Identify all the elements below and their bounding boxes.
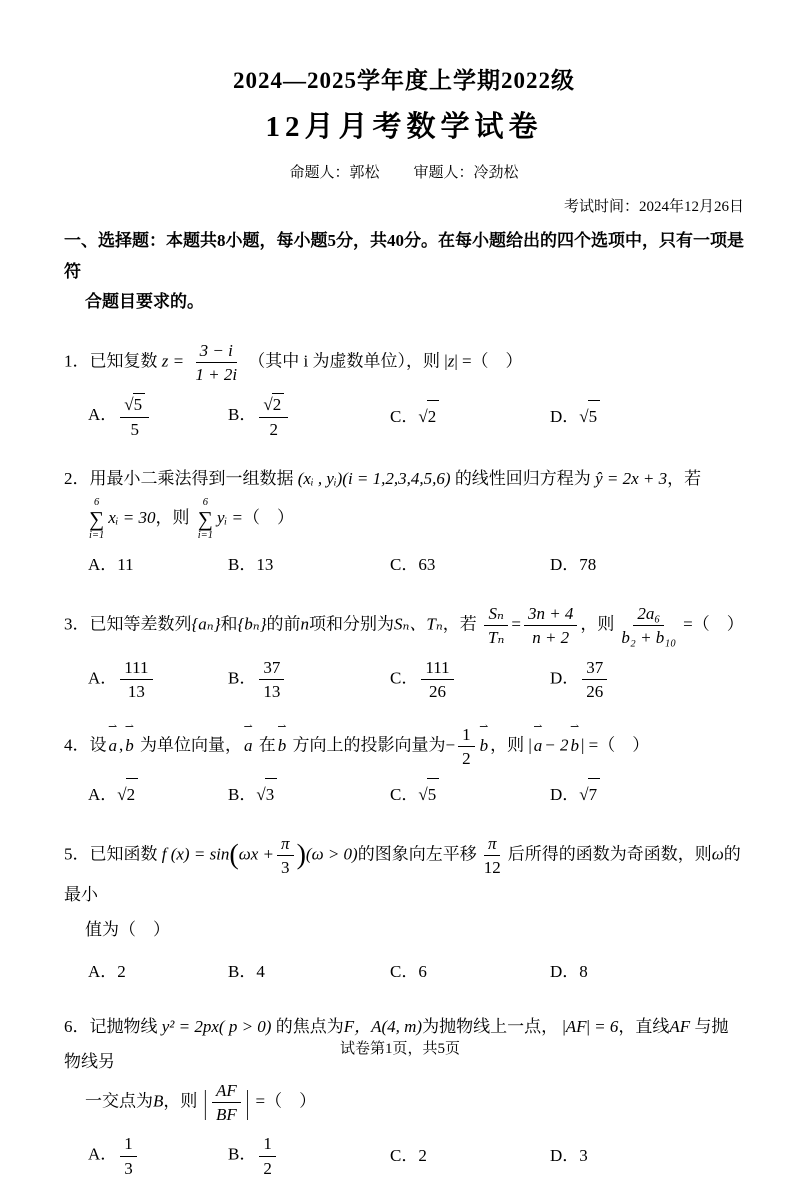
q2-math: xᵢ = 30: [108, 507, 156, 527]
section-header: [64, 226, 744, 318]
fraction-denominator: 26: [428, 681, 446, 701]
fraction-denominator: 13: [127, 681, 145, 701]
q2-text: 的线性回归方程为: [454, 468, 591, 488]
vector-arrow-icon: ⇀: [108, 720, 118, 733]
q5-text: 后所得的函数为奇函数，则: [507, 844, 712, 864]
q4-text: 为单位向量，: [140, 735, 242, 755]
q3-math: Sₙ、Tₙ: [394, 614, 443, 634]
byline: [64, 161, 744, 182]
option-label: B．: [228, 961, 257, 981]
option-d: [550, 657, 744, 703]
option-value: 8: [579, 961, 588, 981]
fraction: [259, 1133, 276, 1179]
q2-text: ，若: [667, 468, 702, 488]
q3-text: 的前: [266, 614, 301, 634]
fraction-numerator: π: [484, 833, 501, 856]
q2-text: ，则: [155, 507, 190, 527]
fraction-denominator: 1 + 2i: [195, 365, 238, 385]
sqrt: [256, 778, 277, 811]
sqrt-sign: √: [263, 395, 273, 415]
minus-sign: −: [445, 735, 456, 755]
q6-math: AF: [669, 1017, 691, 1037]
vector-a: [243, 720, 253, 764]
fraction-numerator: π: [277, 833, 294, 856]
sum-upper-limit: 6: [202, 496, 208, 508]
sqrt-sign: √: [124, 395, 134, 415]
sum-icon: ∑: [197, 506, 213, 531]
fraction-numerator: 1: [259, 1133, 276, 1156]
q4-math: − 2: [544, 735, 569, 755]
sqrt-radicand: 7: [588, 778, 601, 811]
vector-arrow-icon: ⇀: [479, 720, 489, 733]
exam-title-line1: 2024—2025学年度上学期2022级: [233, 68, 575, 93]
answer-blank: =（ ）: [255, 1091, 317, 1111]
sqrt-radicand: 5: [427, 778, 440, 811]
option-label: B．: [228, 554, 257, 574]
option-b: [228, 1133, 390, 1179]
fraction: [120, 657, 152, 703]
q5-text: 的最小: [64, 844, 741, 905]
abs-bar: |: [586, 1017, 590, 1037]
question-5: [64, 833, 744, 988]
sqrt-radicand: 3: [265, 778, 278, 811]
sqrt: [418, 778, 439, 811]
q4-text: 方向上的投影向量为: [292, 735, 446, 755]
fraction-denominator: 2: [269, 419, 279, 439]
sqrt-radicand: 2: [126, 778, 139, 811]
question-1-options: [88, 393, 744, 440]
option-label: A．: [88, 554, 118, 574]
option-c: [390, 1140, 550, 1172]
question-4: [64, 720, 744, 811]
option-a: [88, 956, 228, 988]
page-footer: 试卷第1页，共5页: [339, 1041, 460, 1057]
q3-text: 和: [220, 614, 238, 634]
fraction-numerator: 111: [120, 657, 152, 680]
option-value: 2: [418, 1146, 427, 1166]
q6-math: AF: [565, 1017, 587, 1037]
q6-text: ，直线: [618, 1017, 670, 1037]
q6-math: y² = 2px( p > 0): [161, 1017, 272, 1037]
fraction: [421, 657, 453, 703]
question-5-stem-line1: [64, 833, 744, 913]
fraction-numerator: 111: [421, 657, 453, 680]
option-label: C．: [390, 1146, 419, 1166]
exam-title-line2: 12月月考数学试卷: [265, 111, 543, 143]
option-c: [390, 549, 550, 581]
q2-math: (xᵢ , yᵢ)(i = 1,2,3,4,5,6): [297, 468, 451, 488]
option-label: D．: [550, 668, 580, 688]
question-2-stem-line2: [64, 497, 744, 541]
fraction: [484, 603, 508, 649]
option-a: [88, 778, 228, 811]
option-c: [390, 400, 550, 433]
fraction-denominator: 12: [483, 858, 501, 878]
comma: ,: [119, 735, 124, 755]
option-b: [228, 393, 390, 440]
summation: [198, 497, 213, 541]
abs-bar: |: [562, 1017, 566, 1037]
q6-math: = 6: [594, 1017, 619, 1037]
q1-text: （其中 i 为虚数单位），则: [248, 351, 441, 371]
option-value: 4: [256, 961, 265, 981]
option-label: C．: [390, 961, 419, 981]
q5-math: ω: [711, 844, 724, 864]
q3-text: ，若: [442, 614, 477, 634]
sqrt-sign: √: [418, 784, 428, 804]
fraction: [120, 393, 149, 440]
fraction: [120, 1133, 137, 1179]
sqrt: [117, 778, 138, 811]
sqrt-radicand: 2: [272, 393, 285, 415]
sqrt-sign: √: [256, 784, 266, 804]
question-1: [64, 340, 744, 440]
fraction: [617, 603, 680, 649]
fraction: [277, 833, 294, 879]
option-label: A．: [88, 961, 118, 981]
fraction-denominator: 26: [586, 681, 604, 701]
fraction-denominator: n + 2: [532, 628, 570, 648]
q3-math: {aₙ}: [191, 614, 221, 634]
option-label: A．: [88, 784, 118, 804]
question-2-options: [88, 549, 744, 581]
vector-arrow-icon: ⇀: [533, 720, 543, 733]
option-a: [88, 549, 228, 581]
option-b: [228, 956, 390, 988]
sqrt-sign: √: [579, 784, 589, 804]
option-d: [550, 549, 744, 581]
option-label: D．: [550, 1146, 580, 1166]
q4-text: ，则: [490, 735, 525, 755]
sum-lower-limit: i=1: [89, 529, 105, 541]
question-3: [64, 603, 744, 702]
option-b: [228, 657, 390, 703]
q2-text: 2．用最小二乘法得到一组数据: [64, 468, 294, 488]
abs-bar: |: [454, 351, 458, 371]
q3-math: {bₙ}: [237, 614, 267, 634]
option-label: B．: [228, 784, 257, 804]
vector-b: [479, 720, 489, 764]
option-d: [550, 956, 744, 988]
q4-text: 4．设: [64, 735, 107, 755]
sqrt-sign: √: [579, 406, 589, 426]
fraction-denominator: 5: [130, 419, 139, 439]
section-header-line2: 合题目要求的。: [85, 292, 204, 312]
reviewer-name: 审题人：冷劲松: [413, 165, 519, 181]
big-paren-open: (: [229, 839, 239, 871]
q5-math: ωx +: [238, 844, 275, 864]
question-5-stem-line2: [64, 913, 744, 948]
q3-text: ，则: [580, 614, 615, 634]
option-label: C．: [390, 406, 419, 426]
fraction: [458, 724, 475, 770]
option-label: A．: [88, 1145, 118, 1165]
vector-letter: a: [533, 735, 543, 755]
option-label: C．: [390, 668, 419, 688]
option-value: 78: [579, 554, 597, 574]
fraction-denominator: 3: [124, 1158, 133, 1178]
option-label: C．: [390, 784, 419, 804]
fraction-numerator: 2a₆: [633, 603, 664, 626]
fraction-numerator: Sₙ: [484, 603, 507, 626]
q6-text: 6．记抛物线: [64, 1017, 158, 1037]
fraction-numerator: 37: [582, 657, 607, 680]
vector-b: [124, 720, 135, 764]
q3-text: 3．已知等差数列: [64, 614, 192, 634]
option-label: A．: [88, 668, 118, 688]
equals-sign: =: [511, 614, 521, 634]
fraction: [524, 603, 577, 649]
fraction-numerator: 3n + 4: [524, 603, 577, 626]
sqrt-sign: √: [117, 784, 127, 804]
sqrt: [263, 393, 284, 415]
q3-math: n: [300, 614, 309, 634]
sqrt-sign: √: [418, 406, 428, 426]
q4-text: 在: [258, 735, 276, 755]
option-label: B．: [228, 405, 257, 425]
vector-letter: a: [108, 735, 117, 755]
fraction-denominator: 3: [281, 858, 290, 878]
question-2-stem-line1: [64, 462, 744, 497]
option-value: 11: [117, 554, 134, 574]
fraction: [191, 340, 241, 386]
q1-math: z: [447, 351, 455, 371]
question-4-options: [88, 778, 744, 811]
q5-text: 的图象向左平移: [357, 844, 477, 864]
option-value: 6: [418, 961, 427, 981]
question-6-options: [88, 1133, 744, 1179]
option-b: [228, 778, 390, 811]
fraction: [259, 393, 288, 440]
fraction-numerator: [259, 393, 288, 417]
option-label: C．: [390, 554, 419, 574]
vector-letter: a: [244, 735, 253, 755]
vector-arrow-icon: ⇀: [124, 720, 135, 733]
fraction-denominator: BF: [216, 1105, 237, 1125]
fraction-denominator: 2: [462, 749, 471, 769]
sum-upper-limit: 6: [94, 496, 100, 508]
fraction-numerator: AF: [212, 1080, 241, 1103]
option-d: [550, 1140, 744, 1172]
vector-letter: b: [125, 735, 134, 755]
fraction: [259, 657, 284, 703]
q1-math: z =: [161, 351, 185, 371]
option-a: [88, 1133, 228, 1179]
answer-blank: =（ ）: [683, 614, 744, 634]
sqrt-radicand: 5: [133, 393, 146, 415]
option-d: [550, 400, 744, 433]
q6-text: 与抛物线另: [64, 1017, 729, 1072]
vector-arrow-icon: ⇀: [277, 720, 287, 733]
answer-blank: （ ）: [242, 507, 294, 527]
question-6-stem-line2: [64, 1080, 744, 1126]
sqrt-radicand: 5: [588, 400, 601, 433]
option-c: [390, 778, 550, 811]
q5-text: 值为: [85, 920, 119, 940]
option-label: D．: [550, 406, 580, 426]
answer-blank: =（ ）: [461, 351, 523, 371]
option-c: [390, 657, 550, 703]
option-value: 13: [256, 554, 274, 574]
q6-math: B: [153, 1091, 164, 1111]
sqrt-radicand: 2: [427, 400, 440, 433]
q3-text: 项和分别为: [309, 614, 394, 634]
option-b: [228, 549, 390, 581]
fraction-denominator: b₂ + b₁₀: [621, 628, 677, 648]
q5-math: f (x) = sin: [161, 844, 230, 864]
option-c: [390, 956, 550, 988]
fraction-denominator: 2: [263, 1158, 272, 1178]
big-paren-close: ): [296, 839, 306, 871]
option-a: [88, 657, 228, 703]
vector-letter: b: [277, 735, 287, 755]
q5-text: 5．已知函数: [64, 844, 158, 864]
question-2: [64, 462, 744, 581]
exam-time: 考试时间：2024年12月26日: [563, 199, 744, 215]
section-header-line1: 一、选择题：本题共8小题，每小题5分，共40分。在每小题给出的四个选项中，只有一项是符: [64, 231, 744, 281]
fraction: [212, 1080, 241, 1126]
question-5-options: [88, 956, 744, 988]
answer-blank: =（ ）: [588, 735, 650, 755]
vector-arrow-icon: ⇀: [570, 720, 580, 733]
question-1-stem: [64, 340, 744, 386]
vector-a: [108, 720, 118, 764]
vector-b: [570, 720, 580, 764]
option-label: D．: [550, 784, 580, 804]
abs-bar: |: [444, 351, 448, 371]
fraction-numerator: 1: [120, 1133, 137, 1156]
vector-arrow-icon: ⇀: [243, 720, 253, 733]
setter-name: 命题人：郭松: [289, 165, 380, 181]
option-label: D．: [550, 961, 580, 981]
vector-b: [277, 720, 287, 764]
fraction-numerator: 3 − i: [196, 340, 237, 363]
question-3-options: [88, 657, 744, 703]
sqrt: [579, 400, 600, 433]
q6-text: 一交点为: [85, 1091, 153, 1111]
q6-text: ，则: [163, 1091, 198, 1111]
q5-math: (ω > 0): [305, 844, 358, 864]
option-label: B．: [228, 668, 257, 688]
tall-abs-bar: |: [203, 1084, 208, 1121]
option-label: D．: [550, 554, 580, 574]
tall-abs-bar: |: [245, 1084, 250, 1121]
option-value: 2: [117, 961, 126, 981]
q2-math: ŷ = 2x + 3: [595, 468, 668, 488]
question-4-stem: [64, 720, 744, 770]
option-d: [550, 778, 744, 811]
question-3-stem: [64, 603, 744, 649]
sqrt: [418, 400, 439, 433]
sqrt: [579, 778, 600, 811]
question-6: [64, 1010, 744, 1179]
fraction-numerator: [120, 393, 149, 417]
q6-text: 为抛物线上一点，: [422, 1017, 559, 1037]
fraction-denominator: Tₙ: [487, 628, 505, 648]
q6-text: 的焦点为: [275, 1017, 344, 1037]
sqrt: [124, 393, 145, 415]
option-label: A．: [88, 405, 118, 425]
fraction: [480, 833, 505, 879]
fraction-numerator: 1: [458, 724, 475, 747]
vector-a: [533, 720, 543, 764]
summation: [89, 497, 104, 541]
q1-text: 1．已知复数: [64, 351, 158, 371]
option-value: 63: [418, 554, 436, 574]
sum-lower-limit: i=1: [197, 529, 213, 541]
option-a: [88, 393, 228, 440]
sum-icon: ∑: [89, 506, 105, 531]
q2-math: yᵢ =: [217, 507, 243, 527]
fraction: [582, 657, 607, 703]
fraction-denominator: 13: [263, 681, 281, 701]
abs-bar: |: [580, 735, 585, 755]
vector-letter: b: [570, 735, 579, 755]
option-value: 3: [579, 1146, 588, 1166]
abs-bar: |: [528, 735, 532, 755]
option-label: B．: [228, 1145, 257, 1165]
answer-blank: （ ）: [119, 920, 170, 940]
vector-letter: b: [479, 735, 489, 755]
q6-math: F，A(4, m): [343, 1017, 423, 1037]
fraction-numerator: 37: [259, 657, 284, 680]
